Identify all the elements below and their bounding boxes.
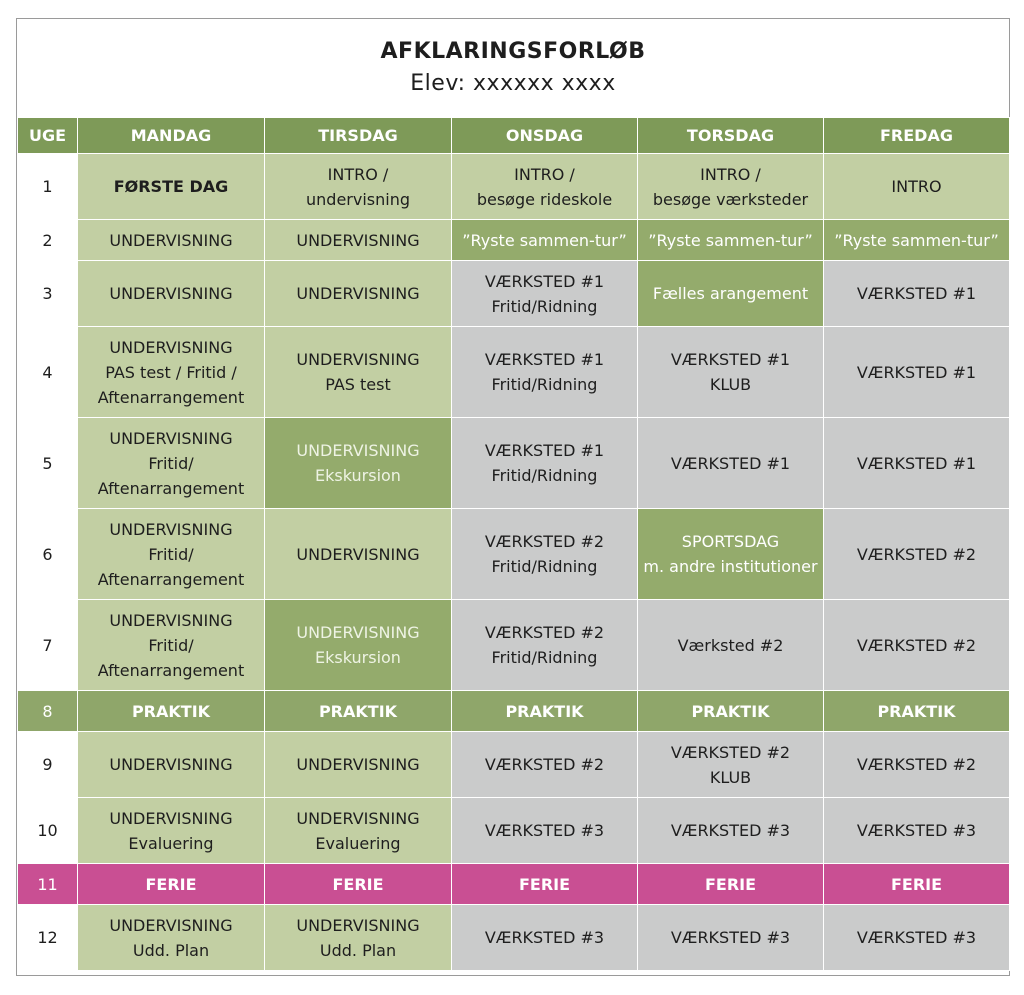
table-row	[18, 864, 1010, 905]
schedule-table	[17, 117, 1010, 971]
schedule-cell: UNDERVISNING Ekskursion	[265, 600, 452, 691]
header-thursday: TORSDAG	[638, 118, 824, 154]
schedule-cell: FERIE	[824, 864, 1010, 905]
table-row	[18, 509, 1010, 600]
schedule-cell: ”Ryste sammen-tur”	[452, 220, 638, 261]
header-week: UGE	[18, 118, 78, 154]
title-block	[17, 19, 1009, 117]
week-number: 4	[18, 327, 78, 418]
schedule-cell: VÆRKSTED #2	[452, 732, 638, 798]
schedule-cell: VÆRKSTED #1 Fritid/Ridning	[452, 418, 638, 509]
schedule-cell: Fælles arangement	[638, 261, 824, 327]
schedule-cell: UNDERVISNING PAS test	[265, 327, 452, 418]
schedule-cell: UNDERVISNING	[78, 732, 265, 798]
table-row	[18, 220, 1010, 261]
schedule-cell: VÆRKSTED #2	[824, 509, 1010, 600]
schedule-cell: UNDERVISNING	[78, 261, 265, 327]
schedule-cell: VÆRKSTED #1	[824, 261, 1010, 327]
week-number: 5	[18, 418, 78, 509]
schedule-cell: VÆRKSTED #1	[824, 418, 1010, 509]
week-number: 1	[18, 154, 78, 220]
schedule-cell: VÆRKSTED #3	[638, 798, 824, 864]
schedule-cell: VÆRKSTED #2 Fritid/Ridning	[452, 509, 638, 600]
schedule-sheet	[16, 18, 1010, 976]
table-row	[18, 732, 1010, 798]
schedule-cell: VÆRKSTED #3	[824, 798, 1010, 864]
header-row	[18, 118, 1010, 154]
header-friday: FREDAG	[824, 118, 1010, 154]
schedule-cell: UNDERVISNING	[265, 509, 452, 600]
schedule-cell: INTRO	[824, 154, 1010, 220]
schedule-cell: UNDERVISNING	[265, 220, 452, 261]
header-wednesday: ONSDAG	[452, 118, 638, 154]
schedule-cell: FØRSTE DAG	[78, 154, 265, 220]
week-number: 3	[18, 261, 78, 327]
schedule-cell: INTRO / besøge rideskole	[452, 154, 638, 220]
schedule-cell: Værksted #2	[638, 600, 824, 691]
schedule-cell: UNDERVISNING	[265, 261, 452, 327]
schedule-cell: VÆRKSTED #1 KLUB	[638, 327, 824, 418]
schedule-cell: VÆRKSTED #3	[824, 905, 1010, 971]
schedule-cell: VÆRKSTED #1	[824, 327, 1010, 418]
schedule-cell: UNDERVISNING Udd. Plan	[265, 905, 452, 971]
schedule-cell: UNDERVISNING Fritid/ Aftenarrangement	[78, 418, 265, 509]
table-row	[18, 905, 1010, 971]
schedule-cell: VÆRKSTED #2	[824, 732, 1010, 798]
week-number: 2	[18, 220, 78, 261]
schedule-cell: INTRO / undervisning	[265, 154, 452, 220]
week-number: 6	[18, 509, 78, 600]
table-row	[18, 261, 1010, 327]
schedule-cell: VÆRKSTED #2 KLUB	[638, 732, 824, 798]
schedule-cell: UNDERVISNING Evaluering	[265, 798, 452, 864]
schedule-cell: UNDERVISNING Evaluering	[78, 798, 265, 864]
student-name: Elev: xxxxxx xxxx	[410, 71, 616, 96]
table-row	[18, 327, 1010, 418]
table-row	[18, 154, 1010, 220]
schedule-cell: FERIE	[78, 864, 265, 905]
week-number: 9	[18, 732, 78, 798]
schedule-cell: UNDERVISNING Udd. Plan	[78, 905, 265, 971]
schedule-cell: VÆRKSTED #3	[638, 905, 824, 971]
schedule-cell: VÆRKSTED #3	[452, 798, 638, 864]
schedule-cell: PRAKTIK	[265, 691, 452, 732]
page-title: AFKLARINGSFORLØB	[380, 39, 646, 64]
week-number: 10	[18, 798, 78, 864]
schedule-cell: PRAKTIK	[638, 691, 824, 732]
schedule-cell: UNDERVISNING Ekskursion	[265, 418, 452, 509]
schedule-cell: PRAKTIK	[78, 691, 265, 732]
table-row	[18, 691, 1010, 732]
header-monday: MANDAG	[78, 118, 265, 154]
week-number: 11	[18, 864, 78, 905]
schedule-cell: ”Ryste sammen-tur”	[824, 220, 1010, 261]
schedule-cell: VÆRKSTED #1 Fritid/Ridning	[452, 327, 638, 418]
schedule-cell: PRAKTIK	[452, 691, 638, 732]
week-number: 7	[18, 600, 78, 691]
schedule-cell: UNDERVISNING Fritid/ Aftenarrangement	[78, 600, 265, 691]
schedule-cell: UNDERVISNING Fritid/ Aftenarrangement	[78, 509, 265, 600]
schedule-cell: VÆRKSTED #1 Fritid/Ridning	[452, 261, 638, 327]
schedule-cell: UNDERVISNING PAS test / Fritid / Aftenarrangement	[78, 327, 265, 418]
header-tuesday: TIRSDAG	[265, 118, 452, 154]
week-number: 12	[18, 905, 78, 971]
table-row	[18, 600, 1010, 691]
schedule-cell: VÆRKSTED #2	[824, 600, 1010, 691]
schedule-cell: PRAKTIK	[824, 691, 1010, 732]
schedule-cell: FERIE	[638, 864, 824, 905]
schedule-cell: VÆRKSTED #2 Fritid/Ridning	[452, 600, 638, 691]
schedule-cell: UNDERVISNING	[265, 732, 452, 798]
schedule-cell: FERIE	[452, 864, 638, 905]
schedule-cell: ”Ryste sammen-tur”	[638, 220, 824, 261]
schedule-cell: SPORTSDAG m. andre institutioner	[638, 509, 824, 600]
table-row	[18, 798, 1010, 864]
table-row	[18, 418, 1010, 509]
week-number: 8	[18, 691, 78, 732]
schedule-cell: VÆRKSTED #3	[452, 905, 638, 971]
schedule-cell: FERIE	[265, 864, 452, 905]
schedule-cell: INTRO / besøge værksteder	[638, 154, 824, 220]
schedule-cell: VÆRKSTED #1	[638, 418, 824, 509]
schedule-cell: UNDERVISNING	[78, 220, 265, 261]
